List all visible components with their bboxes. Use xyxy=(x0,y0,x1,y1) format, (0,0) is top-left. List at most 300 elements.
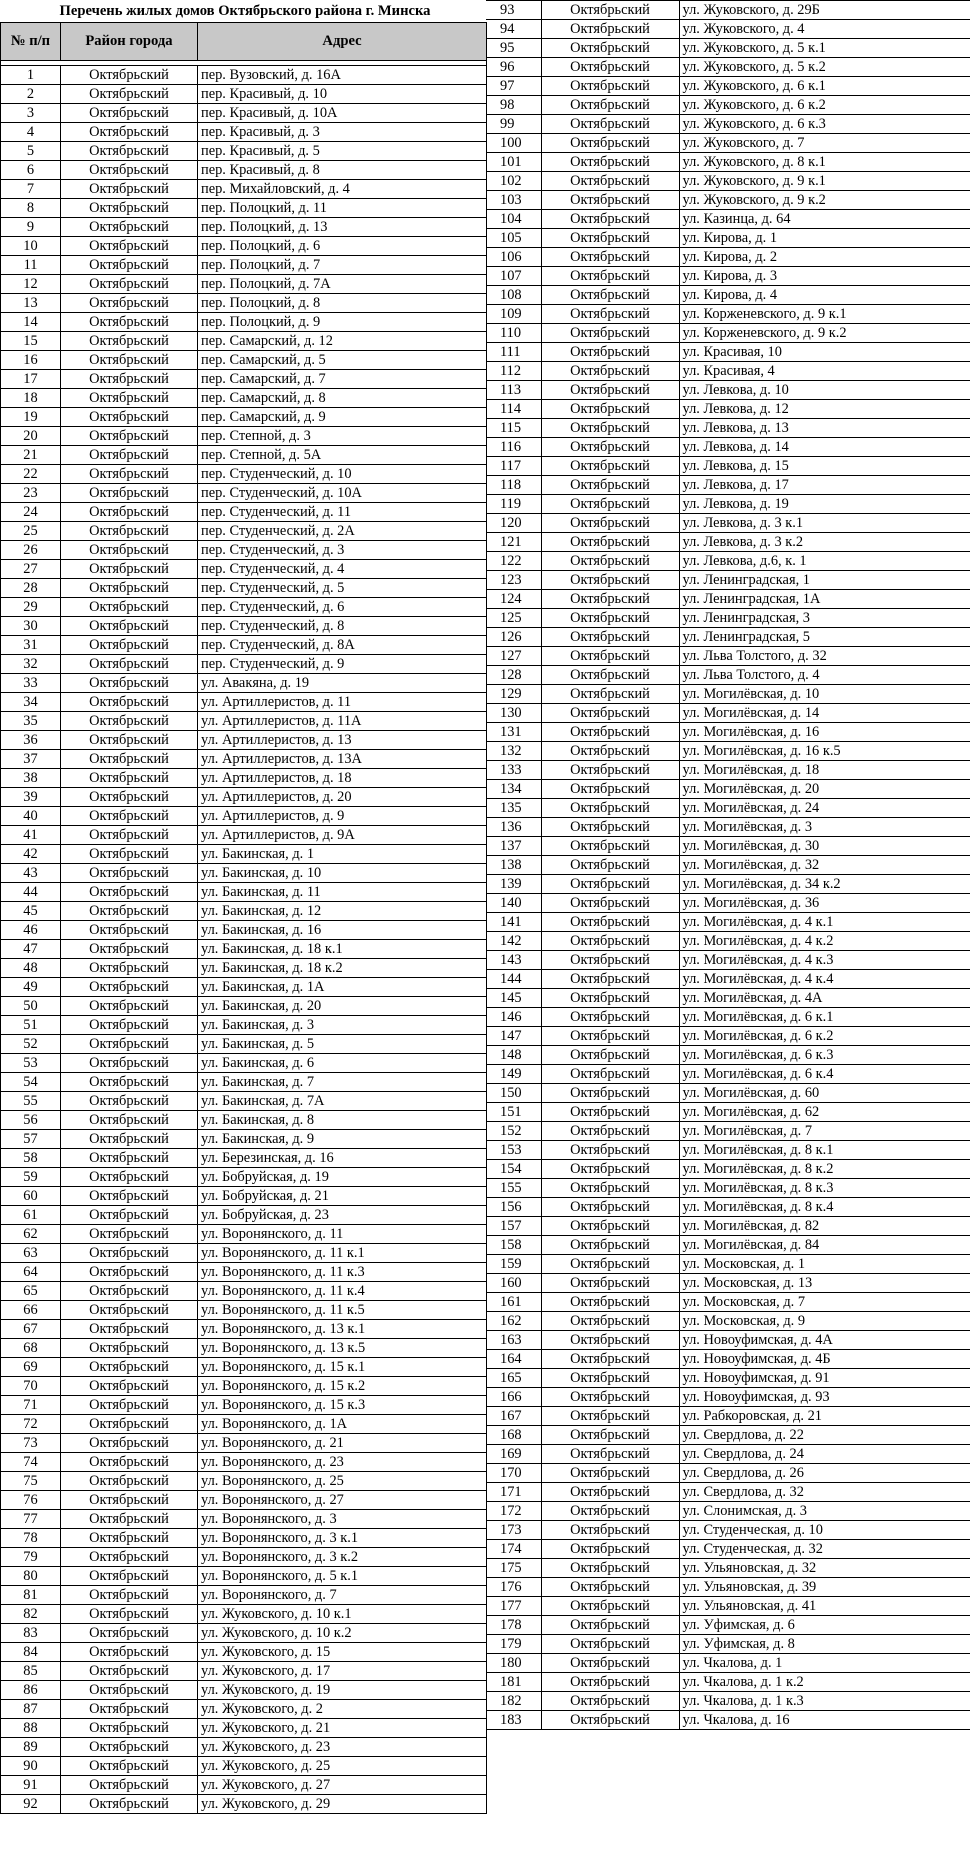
row-number: 114 xyxy=(486,400,541,419)
row-number: 112 xyxy=(486,362,541,381)
row-district: Октябрьский xyxy=(61,464,198,483)
row-district: Октябрьский xyxy=(541,1388,679,1407)
row-number: 104 xyxy=(486,210,541,229)
row-district: Октябрьский xyxy=(61,673,198,692)
row-number: 160 xyxy=(486,1274,541,1293)
table-row xyxy=(486,685,970,704)
row-district: Октябрьский xyxy=(541,115,679,134)
table-row xyxy=(486,248,970,267)
row-address: пер. Полоцкий, д. 11 xyxy=(198,198,487,217)
row-number: 150 xyxy=(486,1084,541,1103)
row-address: пер. Красивый, д. 5 xyxy=(198,141,487,160)
row-address: ул. Артиллеристов, д. 13А xyxy=(198,749,487,768)
row-district: Октябрьский xyxy=(541,58,679,77)
table-row xyxy=(1,84,487,103)
row-number: 4 xyxy=(1,122,61,141)
row-address: ул. Чкалова, д. 1 к.2 xyxy=(679,1673,970,1692)
row-address: ул. Корженевского, д. 9 к.1 xyxy=(679,305,970,324)
row-address: ул. Жуковского, д. 9 к.2 xyxy=(679,191,970,210)
row-number: 151 xyxy=(486,1103,541,1122)
row-number: 125 xyxy=(486,609,541,628)
row-district: Октябрьский xyxy=(541,476,679,495)
row-district: Октябрьский xyxy=(61,654,198,673)
row-address: ул. Жуковского, д. 2 xyxy=(198,1699,487,1718)
row-address: пер. Степной, д. 3 xyxy=(198,426,487,445)
table-row xyxy=(486,267,970,286)
row-number: 118 xyxy=(486,476,541,495)
table-row xyxy=(486,1407,970,1426)
table-row xyxy=(1,825,487,844)
table-row xyxy=(486,1711,970,1730)
row-number: 7 xyxy=(1,179,61,198)
row-number: 106 xyxy=(486,248,541,267)
row-number: 102 xyxy=(486,172,541,191)
table-row xyxy=(1,768,487,787)
row-number: 1 xyxy=(1,65,61,84)
row-address: ул. Воронянского, д. 27 xyxy=(198,1490,487,1509)
row-district: Октябрьский xyxy=(61,939,198,958)
table-row xyxy=(1,1300,487,1319)
row-number: 64 xyxy=(1,1262,61,1281)
table-row xyxy=(486,1312,970,1331)
table-row xyxy=(486,913,970,932)
table-row xyxy=(1,179,487,198)
table-row xyxy=(486,1616,970,1635)
row-number: 80 xyxy=(1,1566,61,1585)
row-district: Октябрьский xyxy=(541,1179,679,1198)
row-address: ул. Левкова, д. 14 xyxy=(679,438,970,457)
row-district: Октябрьский xyxy=(541,1578,679,1597)
row-address: пер. Студенческий, д. 5 xyxy=(198,578,487,597)
row-district: Октябрьский xyxy=(61,122,198,141)
row-number: 73 xyxy=(1,1433,61,1452)
row-number: 124 xyxy=(486,590,541,609)
row-number: 69 xyxy=(1,1357,61,1376)
row-number: 169 xyxy=(486,1445,541,1464)
row-district: Октябрьский xyxy=(541,20,679,39)
row-district: Октябрьский xyxy=(541,1635,679,1654)
row-number: 136 xyxy=(486,818,541,837)
table-row xyxy=(486,476,970,495)
table-row xyxy=(1,1509,487,1528)
row-number: 34 xyxy=(1,692,61,711)
table-row xyxy=(1,1756,487,1775)
row-number: 111 xyxy=(486,343,541,362)
row-district: Октябрьский xyxy=(541,1350,679,1369)
table-row xyxy=(1,312,487,331)
table-row xyxy=(486,1046,970,1065)
row-district: Октябрьский xyxy=(541,1673,679,1692)
row-address: ул. Левкова, д.6, к. 1 xyxy=(679,552,970,571)
row-number: 67 xyxy=(1,1319,61,1338)
table-row xyxy=(1,597,487,616)
row-district: Октябрьский xyxy=(61,350,198,369)
row-number: 110 xyxy=(486,324,541,343)
row-number: 31 xyxy=(1,635,61,654)
row-number: 35 xyxy=(1,711,61,730)
row-address: ул. Березинская, д. 16 xyxy=(198,1148,487,1167)
row-district: Октябрьский xyxy=(61,217,198,236)
row-address: ул. Московская, д. 7 xyxy=(679,1293,970,1312)
table-row xyxy=(486,191,970,210)
row-number: 86 xyxy=(1,1680,61,1699)
row-number: 84 xyxy=(1,1642,61,1661)
row-address: ул. Могилёвская, д. 34 к.2 xyxy=(679,875,970,894)
row-address: ул. Чкалова, д. 1 к.3 xyxy=(679,1692,970,1711)
table-row xyxy=(486,514,970,533)
row-address: ул. Красивая, 4 xyxy=(679,362,970,381)
row-address: ул. Левкова, д. 12 xyxy=(679,400,970,419)
row-address: ул. Могилёвская, д. 8 к.4 xyxy=(679,1198,970,1217)
table-row xyxy=(486,1445,970,1464)
row-district: Октябрьский xyxy=(61,977,198,996)
row-district: Октябрьский xyxy=(541,742,679,761)
row-address: ул. Могилёвская, д. 16 xyxy=(679,723,970,742)
table-row xyxy=(486,666,970,685)
row-district: Октябрьский xyxy=(61,1224,198,1243)
row-address: пер. Студенческий, д. 8А xyxy=(198,635,487,654)
table-row xyxy=(486,704,970,723)
table-row xyxy=(486,932,970,951)
row-district: Октябрьский xyxy=(541,647,679,666)
table-row xyxy=(486,134,970,153)
table-row xyxy=(486,552,970,571)
row-address: ул. Воронянского, д. 11 к.1 xyxy=(198,1243,487,1262)
row-address: ул. Бакинская, д. 18 к.1 xyxy=(198,939,487,958)
table-row xyxy=(1,1091,487,1110)
row-district: Октябрьский xyxy=(61,502,198,521)
row-district: Октябрьский xyxy=(541,609,679,628)
row-district: Октябрьский xyxy=(61,559,198,578)
row-district: Октябрьский xyxy=(61,1053,198,1072)
row-number: 100 xyxy=(486,134,541,153)
table-row xyxy=(1,255,487,274)
row-district: Октябрьский xyxy=(541,913,679,932)
row-district: Октябрьский xyxy=(61,312,198,331)
row-number: 171 xyxy=(486,1483,541,1502)
table-row xyxy=(1,1623,487,1642)
row-number: 53 xyxy=(1,1053,61,1072)
row-address: ул. Воронянского, д. 1А xyxy=(198,1414,487,1433)
row-address: ул. Левкова, д. 3 к.2 xyxy=(679,533,970,552)
table-row xyxy=(486,799,970,818)
row-address: ул. Левкова, д. 13 xyxy=(679,419,970,438)
row-address: пер. Полоцкий, д. 7 xyxy=(198,255,487,274)
table-row xyxy=(486,609,970,628)
table-row xyxy=(1,521,487,540)
row-address: ул. Могилёвская, д. 4 к.1 xyxy=(679,913,970,932)
row-district: Октябрьский xyxy=(61,198,198,217)
row-district: Октябрьский xyxy=(541,894,679,913)
row-district: Октябрьский xyxy=(61,331,198,350)
row-number: 27 xyxy=(1,559,61,578)
table-row xyxy=(486,96,970,115)
row-district: Октябрьский xyxy=(61,1110,198,1129)
table-row xyxy=(1,445,487,464)
row-district: Октябрьский xyxy=(61,103,198,122)
row-district: Октябрьский xyxy=(541,1255,679,1274)
row-address: ул. Бобруйская, д. 21 xyxy=(198,1186,487,1205)
row-number: 168 xyxy=(486,1426,541,1445)
row-number: 10 xyxy=(1,236,61,255)
row-number: 97 xyxy=(486,77,541,96)
row-district: Октябрьский xyxy=(61,1262,198,1281)
row-number: 75 xyxy=(1,1471,61,1490)
row-district: Октябрьский xyxy=(61,1129,198,1148)
table-row xyxy=(486,989,970,1008)
table-row xyxy=(486,951,970,970)
row-address: ул. Могилёвская, д. 3 xyxy=(679,818,970,837)
row-address: ул. Бакинская, д. 1А xyxy=(198,977,487,996)
table-row xyxy=(1,578,487,597)
table-row xyxy=(1,141,487,160)
row-number: 108 xyxy=(486,286,541,305)
row-district: Октябрьский xyxy=(61,540,198,559)
row-address: ул. Могилёвская, д. 4 к.3 xyxy=(679,951,970,970)
table-row xyxy=(1,806,487,825)
row-district: Октябрьский xyxy=(541,343,679,362)
row-address: ул. Могилёвская, д. 84 xyxy=(679,1236,970,1255)
row-number: 15 xyxy=(1,331,61,350)
row-address: ул. Могилёвская, д. 18 xyxy=(679,761,970,780)
row-address: пер. Красивый, д. 10А xyxy=(198,103,487,122)
row-district: Октябрьский xyxy=(541,400,679,419)
row-district: Октябрьский xyxy=(541,381,679,400)
table-row xyxy=(1,920,487,939)
table-row xyxy=(1,540,487,559)
row-address: ул. Жуковского, д. 25 xyxy=(198,1756,487,1775)
table-row xyxy=(1,1547,487,1566)
row-number: 13 xyxy=(1,293,61,312)
row-district: Октябрьский xyxy=(541,1274,679,1293)
row-number: 139 xyxy=(486,875,541,894)
table-row xyxy=(1,388,487,407)
row-district: Октябрьский xyxy=(61,1661,198,1680)
table-row xyxy=(486,457,970,476)
row-district: Октябрьский xyxy=(541,1,679,20)
row-number: 152 xyxy=(486,1122,541,1141)
row-address: пер. Самарский, д. 5 xyxy=(198,350,487,369)
row-number: 138 xyxy=(486,856,541,875)
row-address: ул. Бакинская, д. 1 xyxy=(198,844,487,863)
row-district: Октябрьский xyxy=(61,825,198,844)
row-district: Октябрьский xyxy=(61,787,198,806)
table-row xyxy=(486,1236,970,1255)
row-district: Октябрьский xyxy=(541,229,679,248)
table-row xyxy=(1,1414,487,1433)
table-row xyxy=(486,590,970,609)
row-district: Октябрьский xyxy=(541,723,679,742)
row-address: ул. Московская, д. 1 xyxy=(679,1255,970,1274)
table-row xyxy=(1,559,487,578)
row-district: Октябрьский xyxy=(61,1148,198,1167)
row-number: 158 xyxy=(486,1236,541,1255)
row-address: ул. Бакинская, д. 5 xyxy=(198,1034,487,1053)
table-row xyxy=(486,438,970,457)
row-district: Октябрьский xyxy=(61,179,198,198)
row-number: 164 xyxy=(486,1350,541,1369)
table-row xyxy=(1,1034,487,1053)
row-district: Октябрьский xyxy=(61,920,198,939)
row-address: ул. Ленинградская, 5 xyxy=(679,628,970,647)
row-number: 177 xyxy=(486,1597,541,1616)
row-number: 165 xyxy=(486,1369,541,1388)
row-address: пер. Полоцкий, д. 6 xyxy=(198,236,487,255)
row-address: ул. Могилёвская, д. 6 к.4 xyxy=(679,1065,970,1084)
row-address: ул. Ленинградская, 1 xyxy=(679,571,970,590)
table-row xyxy=(486,1293,970,1312)
row-address: пер. Студенческий, д. 3 xyxy=(198,540,487,559)
column-header-num: № п/п xyxy=(1,22,61,60)
row-number: 82 xyxy=(1,1604,61,1623)
row-number: 24 xyxy=(1,502,61,521)
row-district: Октябрьский xyxy=(61,1737,198,1756)
table-row xyxy=(1,787,487,806)
row-district: Октябрьский xyxy=(541,875,679,894)
row-address: ул. Левкова, д. 10 xyxy=(679,381,970,400)
table-row xyxy=(486,1369,970,1388)
table-row xyxy=(1,844,487,863)
table-row xyxy=(486,1274,970,1293)
row-number: 68 xyxy=(1,1338,61,1357)
row-address: пер. Самарский, д. 8 xyxy=(198,388,487,407)
row-district: Октябрьский xyxy=(541,191,679,210)
table-row xyxy=(486,419,970,438)
row-address: ул. Слонимская, д. 3 xyxy=(679,1502,970,1521)
table-row xyxy=(1,1490,487,1509)
row-address: ул. Могилёвская, д. 60 xyxy=(679,1084,970,1103)
row-number: 83 xyxy=(1,1623,61,1642)
row-number: 19 xyxy=(1,407,61,426)
row-address: ул. Свердлова, д. 26 xyxy=(679,1464,970,1483)
table-row xyxy=(1,1680,487,1699)
table-row xyxy=(486,153,970,172)
row-number: 162 xyxy=(486,1312,541,1331)
row-address: ул. Ленинградская, 1А xyxy=(679,590,970,609)
table-row xyxy=(486,229,970,248)
table-row xyxy=(1,882,487,901)
table-row xyxy=(1,1186,487,1205)
row-address: ул. Могилёвская, д. 7 xyxy=(679,1122,970,1141)
row-number: 131 xyxy=(486,723,541,742)
row-district: Октябрьский xyxy=(61,1452,198,1471)
row-district: Октябрьский xyxy=(61,635,198,654)
row-number: 45 xyxy=(1,901,61,920)
row-address: ул. Бакинская, д. 20 xyxy=(198,996,487,1015)
row-number: 103 xyxy=(486,191,541,210)
row-number: 94 xyxy=(486,20,541,39)
row-district: Октябрьский xyxy=(541,628,679,647)
row-district: Октябрьский xyxy=(61,711,198,730)
row-number: 61 xyxy=(1,1205,61,1224)
row-district: Октябрьский xyxy=(541,837,679,856)
table-row xyxy=(1,1357,487,1376)
row-district: Октябрьский xyxy=(61,1015,198,1034)
row-number: 174 xyxy=(486,1540,541,1559)
row-address: пер. Студенческий, д. 9 xyxy=(198,654,487,673)
row-district: Октябрьский xyxy=(61,1300,198,1319)
row-number: 29 xyxy=(1,597,61,616)
row-number: 135 xyxy=(486,799,541,818)
table-row xyxy=(486,856,970,875)
table-row xyxy=(486,1331,970,1350)
row-address: ул. Корженевского, д. 9 к.2 xyxy=(679,324,970,343)
row-district: Октябрьский xyxy=(61,882,198,901)
table-row xyxy=(1,654,487,673)
row-district: Октябрьский xyxy=(61,407,198,426)
table-row xyxy=(486,1160,970,1179)
row-district: Октябрьский xyxy=(541,457,679,476)
row-number: 146 xyxy=(486,1008,541,1027)
row-address: ул. Могилёвская, д. 32 xyxy=(679,856,970,875)
row-district: Октябрьский xyxy=(61,1395,198,1414)
row-address: ул. Уфимская, д. 8 xyxy=(679,1635,970,1654)
row-number: 62 xyxy=(1,1224,61,1243)
row-district: Октябрьский xyxy=(541,571,679,590)
row-address: пер. Студенческий, д. 2А xyxy=(198,521,487,540)
row-district: Октябрьский xyxy=(541,1217,679,1236)
table-row xyxy=(486,1483,970,1502)
row-number: 12 xyxy=(1,274,61,293)
row-address: ул. Московская, д. 9 xyxy=(679,1312,970,1331)
row-number: 46 xyxy=(1,920,61,939)
row-address: ул. Воронянского, д. 21 xyxy=(198,1433,487,1452)
row-district: Октябрьский xyxy=(61,996,198,1015)
row-district: Октябрьский xyxy=(541,761,679,780)
row-address: ул. Жуковского, д. 17 xyxy=(198,1661,487,1680)
row-address: ул. Авакяна, д. 19 xyxy=(198,673,487,692)
table-row xyxy=(1,1167,487,1186)
row-number: 37 xyxy=(1,749,61,768)
row-district: Октябрьский xyxy=(61,1794,198,1813)
table-row xyxy=(486,1179,970,1198)
table-row xyxy=(1,730,487,749)
row-number: 88 xyxy=(1,1718,61,1737)
table-row xyxy=(486,1692,970,1711)
row-address: ул. Могилёвская, д. 4 к.4 xyxy=(679,970,970,989)
row-district: Октябрьский xyxy=(541,533,679,552)
table-row xyxy=(1,1585,487,1604)
row-district: Октябрьский xyxy=(61,426,198,445)
row-number: 22 xyxy=(1,464,61,483)
row-address: ул. Бобруйская, д. 19 xyxy=(198,1167,487,1186)
row-district: Октябрьский xyxy=(541,970,679,989)
row-district: Октябрьский xyxy=(61,1338,198,1357)
table-row xyxy=(1,1737,487,1756)
table-row xyxy=(486,1464,970,1483)
row-number: 113 xyxy=(486,381,541,400)
row-district: Октябрьский xyxy=(541,1236,679,1255)
row-address: ул. Могилёвская, д. 62 xyxy=(679,1103,970,1122)
row-district: Октябрьский xyxy=(541,818,679,837)
row-number: 180 xyxy=(486,1654,541,1673)
row-address: ул. Могилёвская, д. 4 к.2 xyxy=(679,932,970,951)
table-row xyxy=(486,286,970,305)
table-row xyxy=(1,958,487,977)
row-district: Октябрьский xyxy=(541,1312,679,1331)
row-number: 161 xyxy=(486,1293,541,1312)
row-address: пер. Студенческий, д. 10 xyxy=(198,464,487,483)
table-row xyxy=(1,1243,487,1262)
row-address: ул. Воронянского, д. 11 к.5 xyxy=(198,1300,487,1319)
table-row xyxy=(486,1122,970,1141)
row-number: 36 xyxy=(1,730,61,749)
row-district: Октябрьский xyxy=(61,65,198,84)
row-number: 127 xyxy=(486,647,541,666)
table-row xyxy=(486,1103,970,1122)
row-number: 121 xyxy=(486,533,541,552)
row-number: 39 xyxy=(1,787,61,806)
